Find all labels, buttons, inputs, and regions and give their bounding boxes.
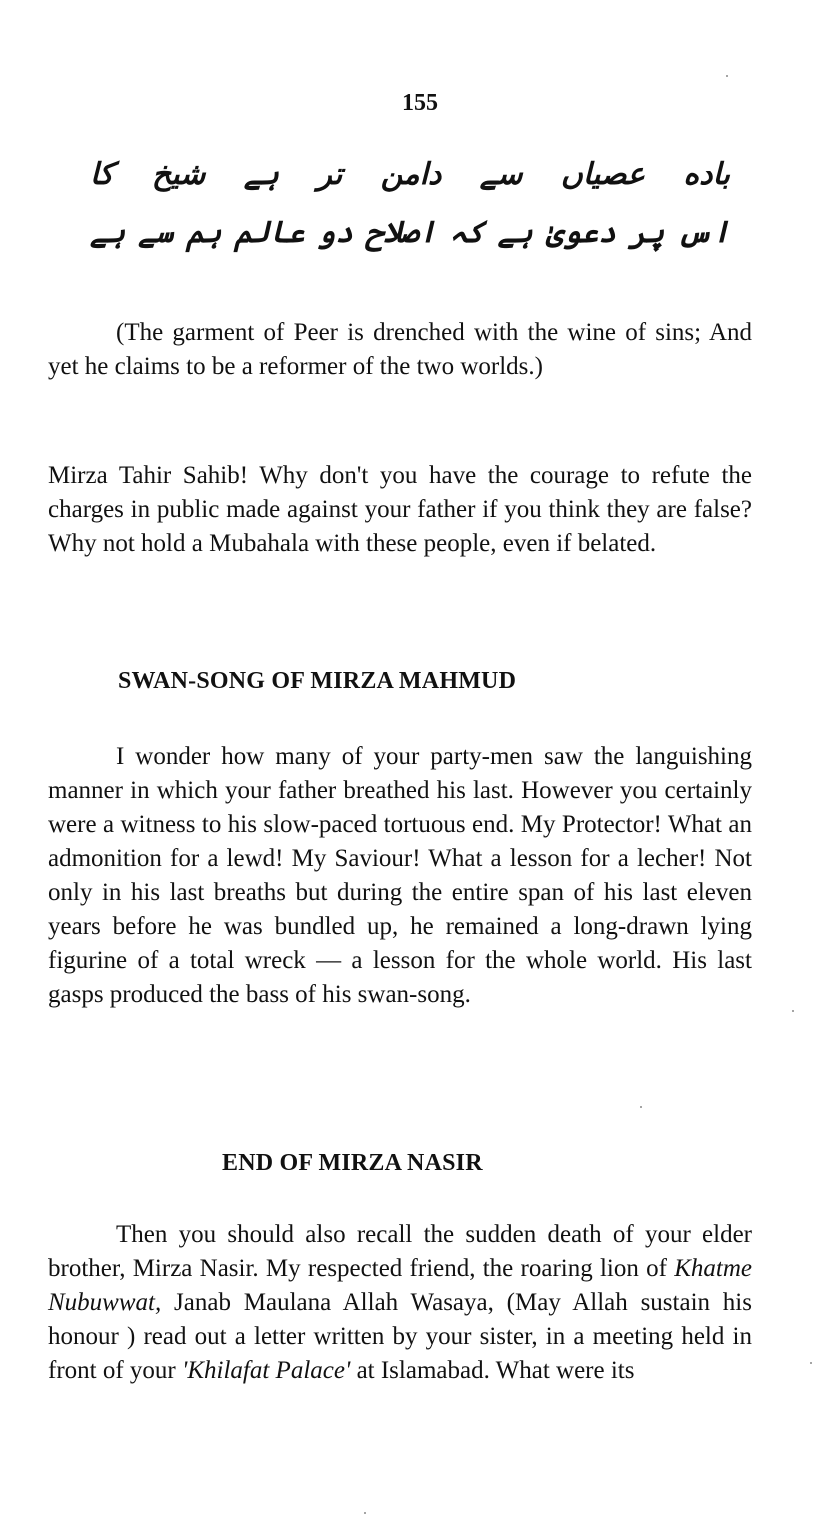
swan-song-paragraph: I wonder how many of your party-men saw the languishing manner in which your father breathed his last. However you certainly were a witness to his slow-paced tortuous end. My Protector! What an admonition for a lewd! My Saviour! What a lesson for a lecher! Not only in his last breaths but during the entire span of his last eleven years before he was bundled up, he remained a long-drawn lying figurine of a total wreck — a lesson for the whole world. His last gasps produced the bass of his swan-song. bbox=[48, 743, 752, 1008]
scan-speck bbox=[792, 1010, 794, 1012]
scan-speck bbox=[810, 1362, 812, 1364]
couplet-translation: (The garment of Peer is drenched with the wine of sins; And yet he claims to be a reformer of the two worlds.) bbox=[48, 319, 752, 380]
section-heading-swan-song: SWAN-SONG OF MIRZA MAHMUD bbox=[118, 668, 517, 694]
page-number: 155 bbox=[402, 90, 438, 116]
scan-speck bbox=[640, 1106, 642, 1108]
section-heading-end-of-mirza-nasir: END OF MIRZA NASIR bbox=[222, 1150, 483, 1176]
urdu-couplet-line-2: اس پر دعویٰ ہے کہ اصلاح دو عالم ہم سے ہے bbox=[90, 215, 730, 250]
urdu-couplet-line-1: باده عصیاں سے دامن تر ہے شیخ کا bbox=[90, 157, 730, 192]
end-of-mirza-nasir-paragraph bbox=[48, 1218, 752, 1388]
mirza-tahir-paragraph: Mirza Tahir Sahib! Why don't you have the courage to refute the charges in public made against your father if you think they are false? Why not hold a Mubahala with these people, even if belated. bbox=[48, 462, 752, 557]
scan-speck bbox=[364, 1512, 366, 1514]
italic-term-khilafat-palace: 'Khilafat Palace' bbox=[182, 1357, 351, 1384]
italic-term-khatme-nubuwwat: Khatme Nubuwwat, bbox=[48, 1255, 752, 1316]
paragraph-text: Then you should also recall the sudden death of your elder brother, Mirza Nasir. My respected friend, the roaring lion of bbox=[48, 1221, 752, 1282]
paragraph-text: at Islamabad. What were its bbox=[350, 1357, 635, 1384]
scan-speck bbox=[726, 75, 728, 77]
paragraph-text: Janab Maulana Allah Wasaya, (May Allah sustain his honour ) read out a letter written by your sister, in a meeting held in front of your bbox=[48, 1289, 752, 1384]
